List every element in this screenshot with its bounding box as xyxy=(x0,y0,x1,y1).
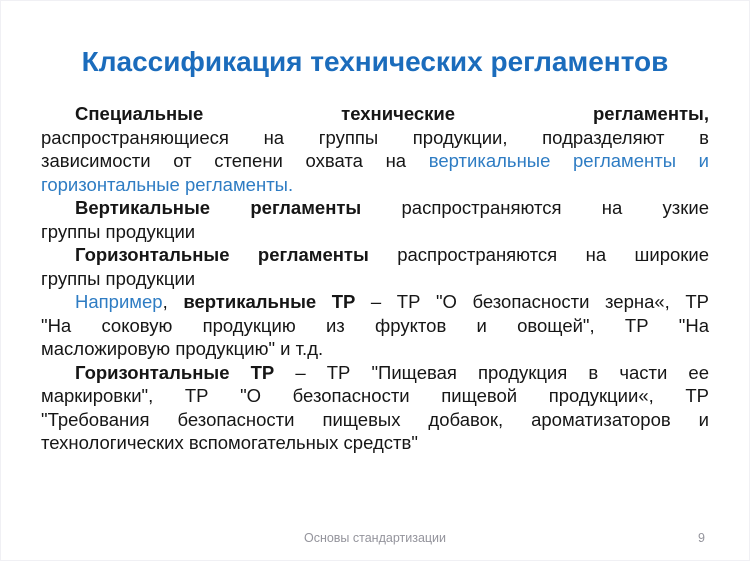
text-line xyxy=(41,408,709,432)
page-number: 9 xyxy=(698,531,705,545)
text-run: зависимости от степени охвата на xyxy=(41,150,429,171)
slide-body xyxy=(41,102,709,455)
text-line xyxy=(41,243,709,267)
text-run: "Требования безопасности пищевых добавок, ароматизаторов и xyxy=(41,408,709,430)
text-run: вертикальные ТР xyxy=(183,291,356,312)
text-run: масложировую продукцию" и т.д. xyxy=(41,338,324,359)
text-line xyxy=(41,290,709,314)
text-run: Горизонтальные ТР xyxy=(75,361,275,383)
text-run: – ТР "О безопасности зерна«, ТР xyxy=(355,291,710,312)
text-line xyxy=(41,384,709,408)
text-line xyxy=(41,337,709,361)
text-run: распространяются на узкие xyxy=(361,197,709,218)
text-run: группы продукции xyxy=(41,267,196,289)
text-run: Горизонтальные регламенты xyxy=(75,244,369,265)
paragraph xyxy=(41,243,709,290)
text-line xyxy=(41,267,709,291)
text-run: группы продукции xyxy=(41,220,196,242)
text-line xyxy=(41,126,709,150)
paragraph xyxy=(41,196,709,243)
text-run: – ТР "Пищевая продукция в части ее xyxy=(274,361,709,383)
text-run: Например xyxy=(75,291,163,312)
text-run: Вертикальные регламенты xyxy=(75,197,362,218)
text-run: распространяющиеся на группы продукции, подразделяют в xyxy=(41,126,709,148)
text-line xyxy=(41,431,709,455)
text-run: "На соковую продукцию из фруктов и овощей", ТР "На xyxy=(41,314,709,336)
text-run: распространяются на широкие xyxy=(368,244,709,265)
text-run: горизонтальные регламенты. xyxy=(41,173,294,195)
text-line xyxy=(41,102,709,126)
text-line xyxy=(41,314,709,338)
text-run: маркировки", ТР "О безопасности пищевой продукции«, ТР xyxy=(41,385,709,406)
text-line xyxy=(41,361,709,385)
paragraph xyxy=(41,290,709,361)
text-run: Специальные технические регламенты, xyxy=(75,103,709,124)
text-run: , xyxy=(162,291,184,312)
text-line xyxy=(41,149,709,173)
text-line xyxy=(41,196,709,220)
text-run: технологических вспомогательных средств" xyxy=(41,432,418,453)
paragraph xyxy=(41,361,709,455)
slide-title: Классификация технических регламентов xyxy=(81,46,669,77)
footer-title: Основы стандартизации xyxy=(303,531,447,545)
text-line xyxy=(41,220,709,244)
text-run: вертикальные регламенты и xyxy=(428,150,710,171)
text-line xyxy=(41,173,709,197)
paragraph xyxy=(41,102,709,196)
